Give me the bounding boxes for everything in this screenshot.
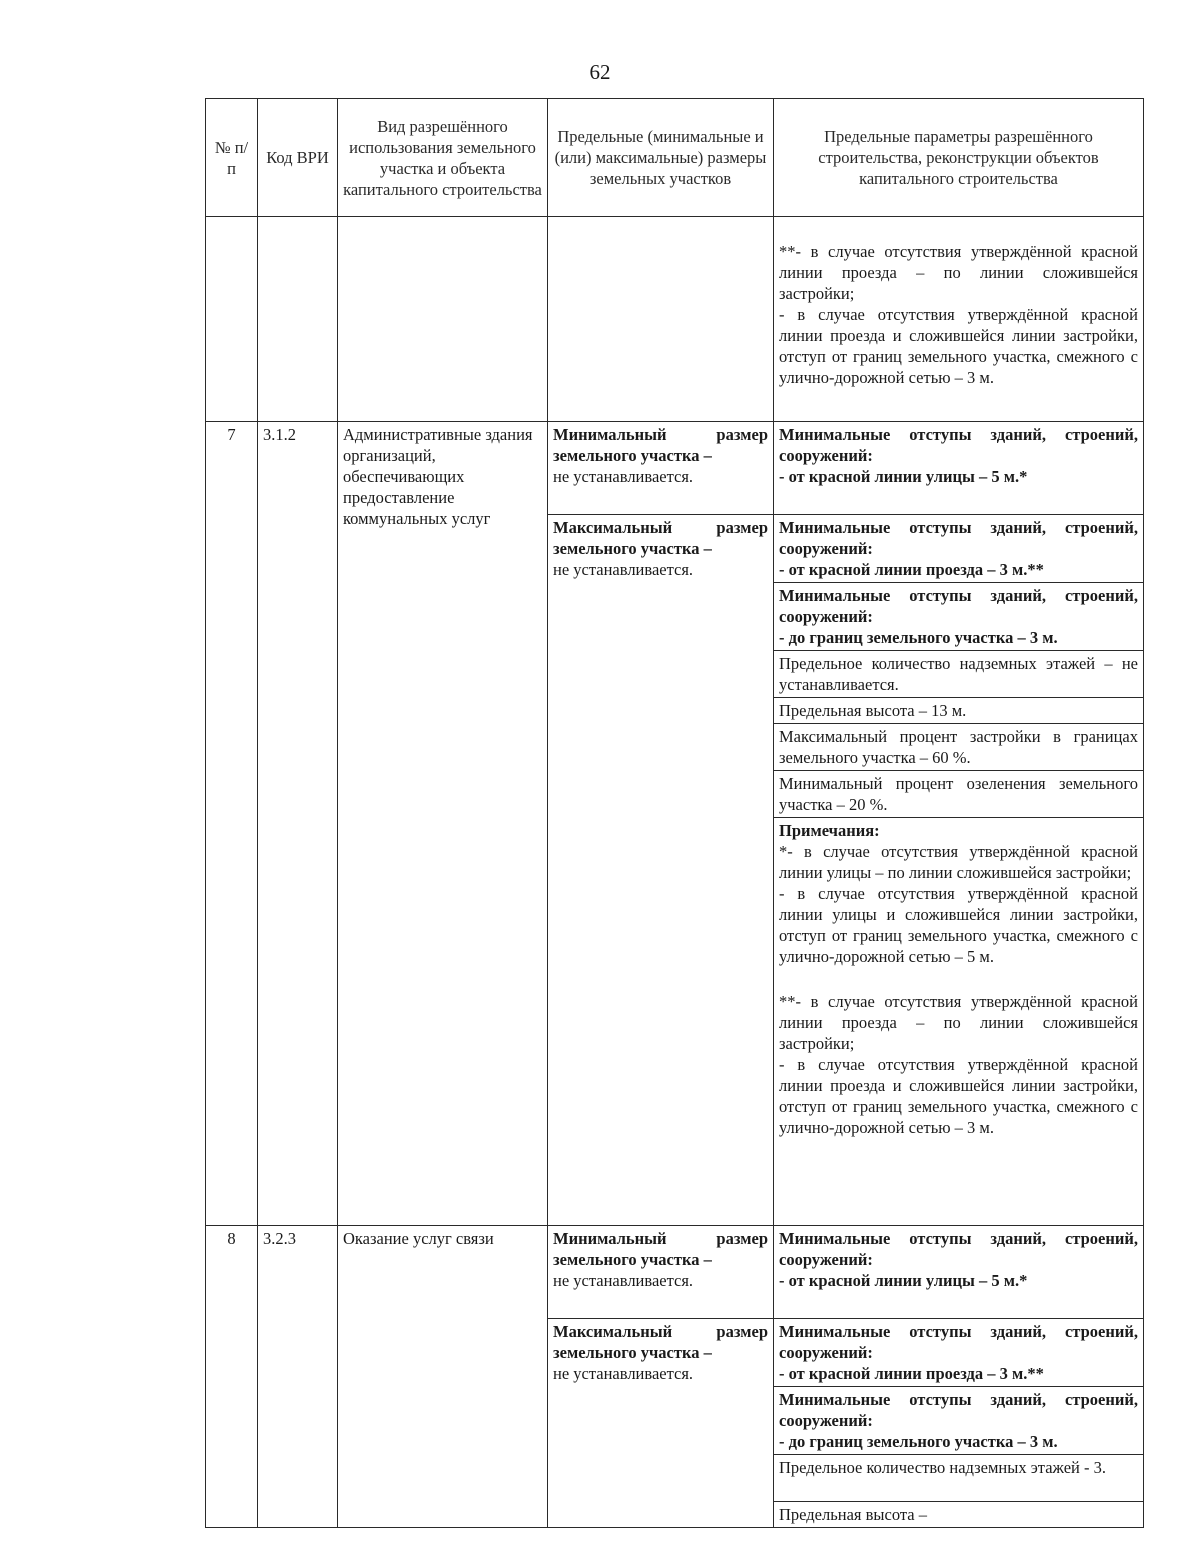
max-plot-size: Максимальный размер земельного участка – не устанавливается. bbox=[548, 515, 774, 1226]
header-num: № п/п bbox=[206, 99, 258, 217]
table-row bbox=[206, 422, 1144, 515]
row-number: 7 bbox=[206, 422, 258, 1226]
header-build-params: Предельные параметры разрешённого строительства, реконструкции объектов капитального строительства bbox=[774, 99, 1144, 217]
table-row bbox=[206, 1226, 1144, 1319]
row-code: 3.2.3 bbox=[258, 1226, 338, 1528]
param-setback-driveway: Минимальные отступы зданий, строений, сооружений: - от красной линии проезда – 3 м.** bbox=[774, 1319, 1144, 1387]
param-floors: Предельное количество надземных этажей - 3. bbox=[774, 1455, 1144, 1502]
notes-cell bbox=[774, 818, 1144, 1226]
param-setback-driveway: Минимальные отступы зданий, строений, сооружений: - от красной линии проезда – 3 м.** bbox=[774, 515, 1144, 583]
page-number: 62 bbox=[589, 60, 611, 84]
row-use-type: Оказание услуг связи bbox=[338, 1226, 548, 1528]
notes-title: Примечания: bbox=[779, 821, 880, 840]
param-setback-boundary: Минимальные отступы зданий, строений, сооружений: - до границ земельного участка – 3 м. bbox=[774, 1387, 1144, 1455]
param-setback-boundary: Минимальные отступы зданий, строений, сооружений: - до границ земельного участка – 3 м. bbox=[774, 583, 1144, 651]
param-floors: Предельное количество надземных этажей – не устанавливается. bbox=[774, 651, 1144, 698]
note-text: - в случае отсутствия утверждённой красной линии проезда и сложившейся линии застройки, отступ от границ земельного участка, смежного с улично-дорожной сетью – 3 м. bbox=[779, 1055, 1138, 1137]
param-height: Предельная высота – 13 м. bbox=[774, 698, 1144, 724]
min-plot-size: Минимальный размер земельного участка – не устанавливается. bbox=[548, 1226, 774, 1319]
param-height: Предельная высота – bbox=[774, 1502, 1144, 1528]
header-use-type: Вид разрешённого использования земельного участка и объекта капитального строительства bbox=[338, 99, 548, 217]
param-build-percent: Максимальный процент застройки в границах земельного участка – 60 %. bbox=[774, 724, 1144, 771]
note-text: - в случае отсутствия утверждённой красной линии улицы и сложившейся линии застройки, отступ от границ земельного участка, смежного с улично-дорожной сетью – 5 м. bbox=[779, 884, 1138, 966]
note-text: **- в случае отсутствия утверждённой красной линии проезда – по линии сложившейся застройки; bbox=[779, 242, 1138, 303]
max-plot-size: Максимальный размер земельного участка – не устанавливается. bbox=[548, 1319, 774, 1528]
param-setback-street: Минимальные отступы зданий, строений, сооружений: - от красной линии улицы – 5 м.* bbox=[774, 422, 1144, 515]
note-text: - в случае отсутствия утверждённой красной линии проезда и сложившейся линии застройки, отступ от границ земельного участка, смежного с улично-дорожной сетью – 3 м. bbox=[779, 305, 1138, 387]
continuation-notes bbox=[774, 217, 1144, 422]
row-code: 3.1.2 bbox=[258, 422, 338, 1226]
header-code: Код ВРИ bbox=[258, 99, 338, 217]
note-text: **- в случае отсутствия утверждённой красной линии проезда – по линии сложившейся застройки; bbox=[779, 992, 1138, 1053]
row-number: 8 bbox=[206, 1226, 258, 1528]
header-plot-sizes: Предельные (минимальные и (или) максимальные) размеры земельных участков bbox=[548, 99, 774, 217]
note-text: *- в случае отсутствия утверждённой красной линии улицы – по линии сложившейся застройки; bbox=[779, 842, 1138, 882]
row-use-type: Административные здания организаций, обеспечивающих предоставление коммунальных услуг bbox=[338, 422, 548, 1226]
table-row bbox=[206, 217, 1144, 422]
regulations-table bbox=[205, 98, 1144, 1528]
param-setback-street: Минимальные отступы зданий, строений, сооружений: - от красной линии улицы – 5 м.* bbox=[774, 1226, 1144, 1319]
table-header-row bbox=[206, 99, 1144, 217]
param-green-percent: Минимальный процент озеленения земельного участка – 20 %. bbox=[774, 771, 1144, 818]
min-plot-size: Минимальный размер земельного участка – не устанавливается. bbox=[548, 422, 774, 515]
